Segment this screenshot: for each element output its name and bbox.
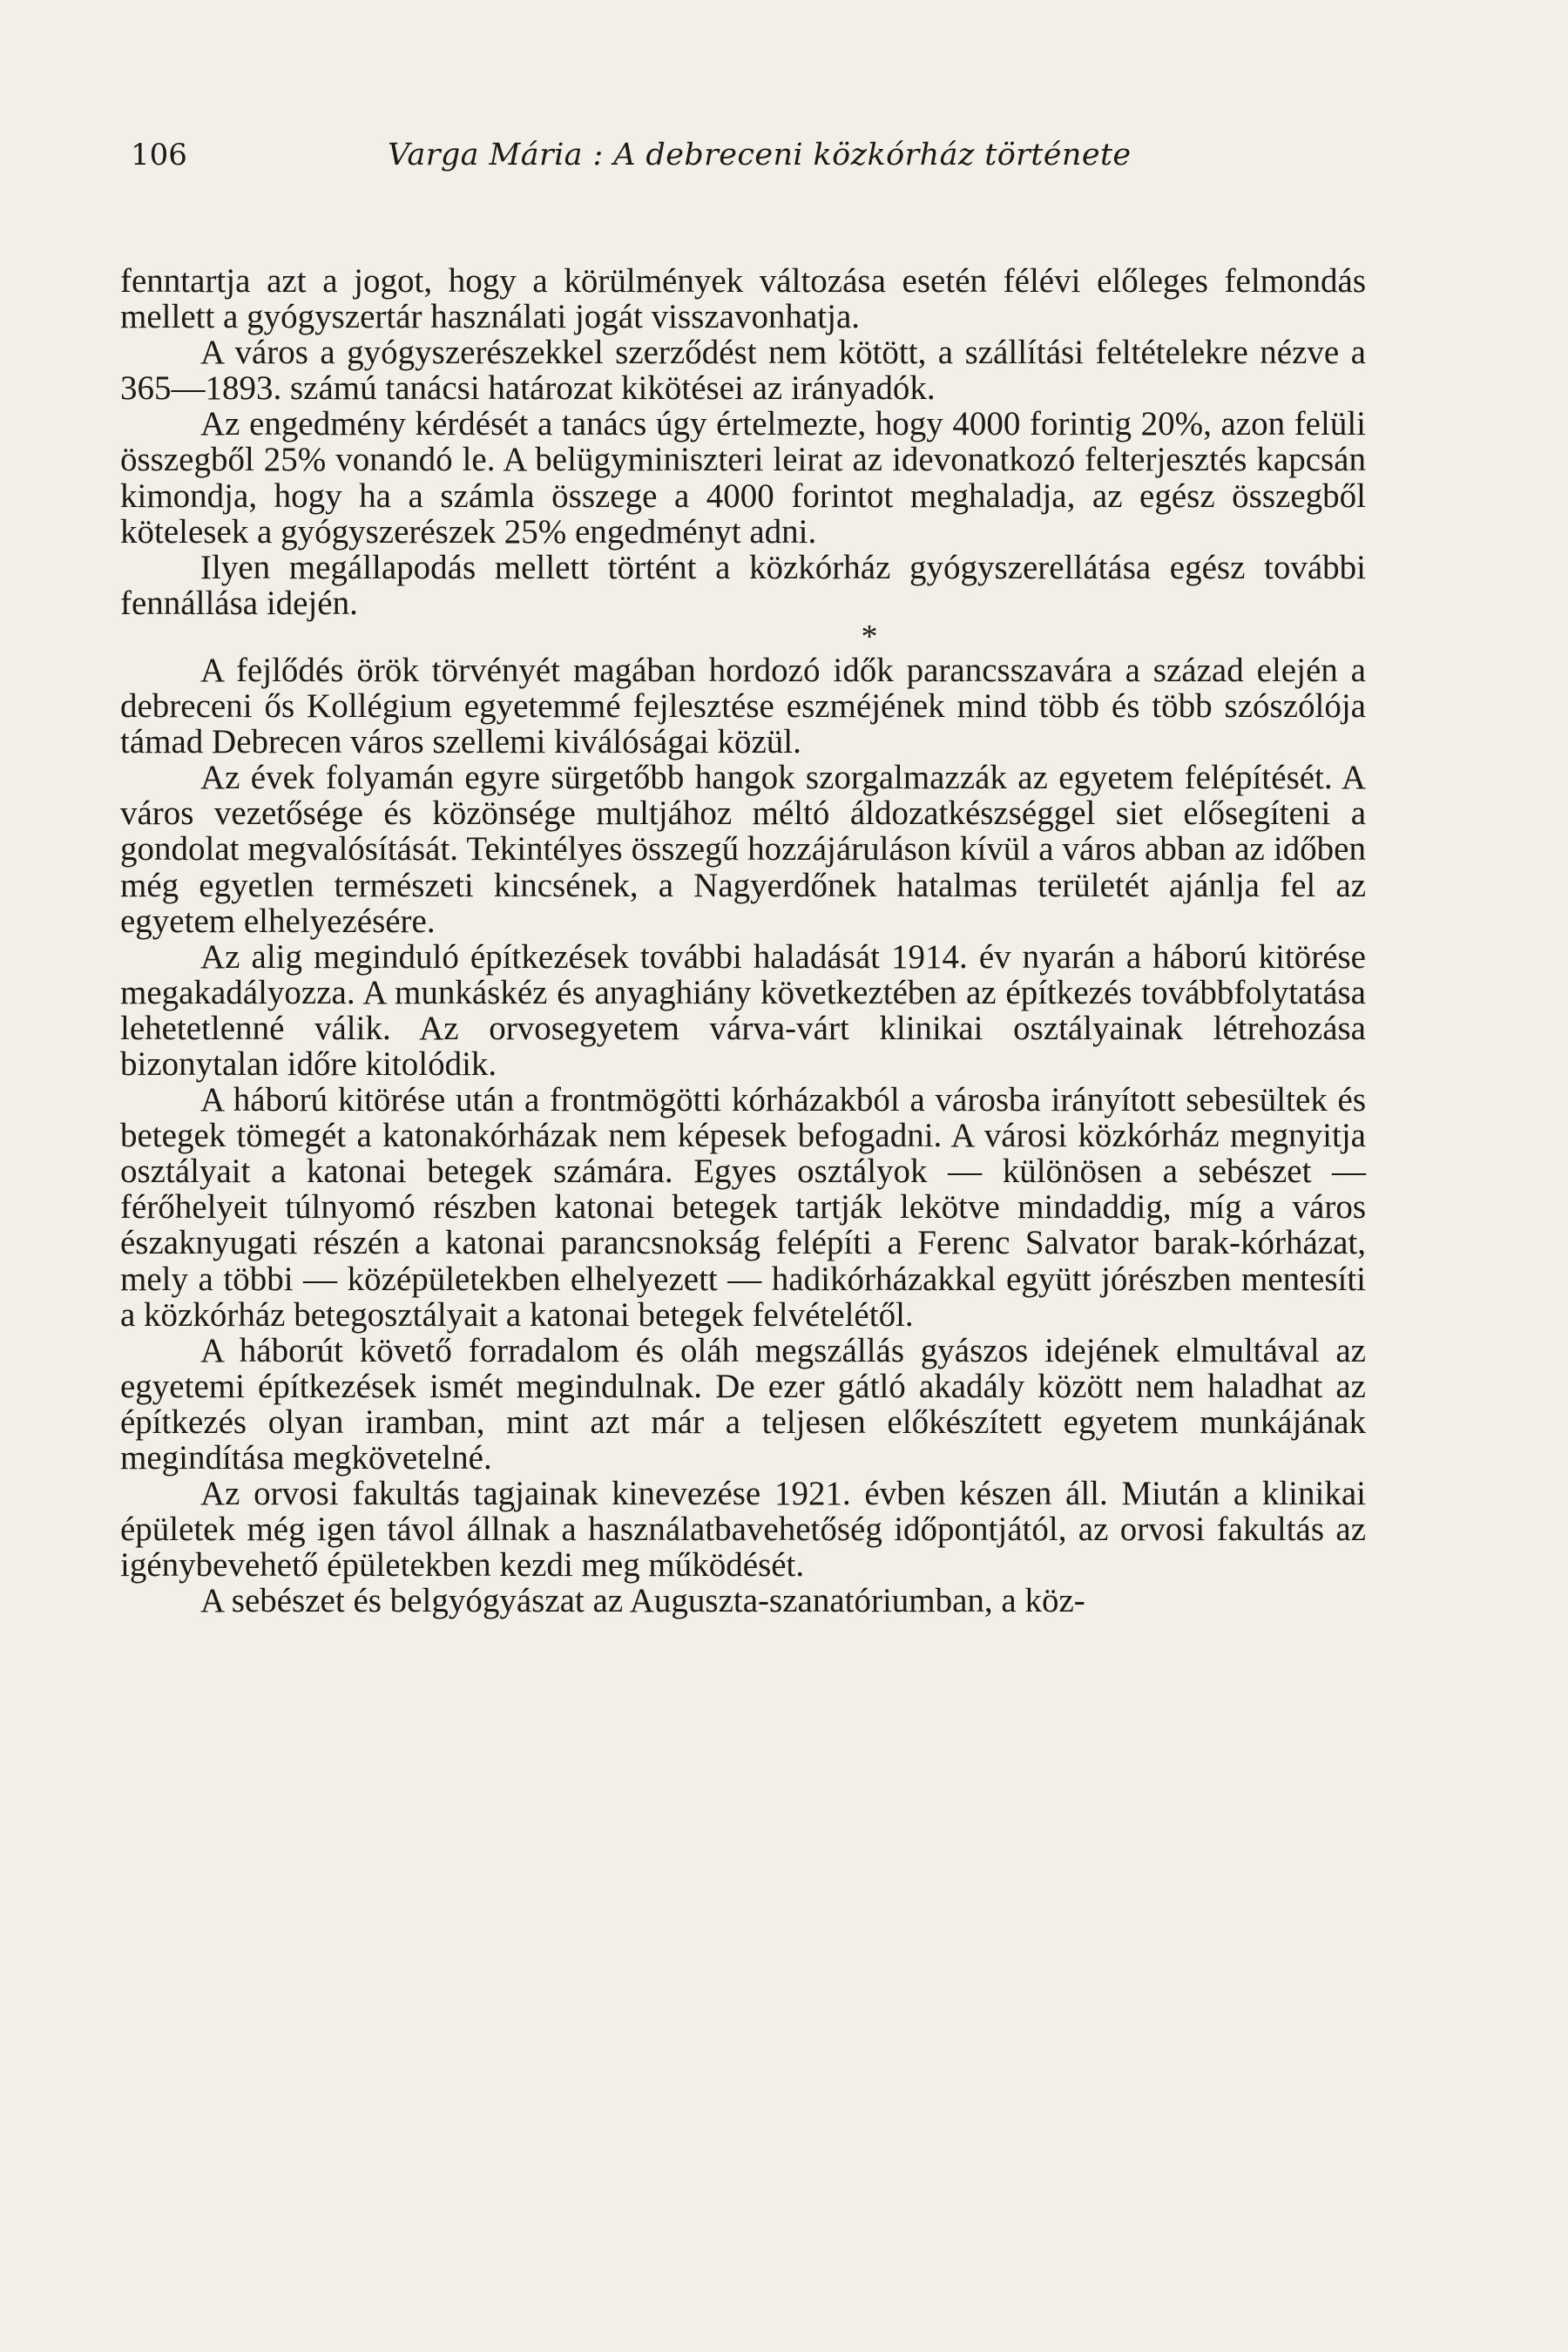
paragraph: Az alig meginduló építkezések további haladását 1914. év nyarán a háború kitörése megakadályozza. A munkáskéz és anyaghiány következtében az építkezés továbbfolytatása lehetetlenné válik. Az orvosegyetem várva-várt klinikai osztályainak létrehozása bizonytalan időre kitolódik.: [120, 937, 1366, 1083]
paragraph: A fejlődés örök törvényét magában hordozó idők parancsszavára a század elején a debreceni ős Kollégium egyetemmé fejlesztése eszméjének mind több és több szószólója támad Debrecen város szellemi kiválóságai közül.: [120, 651, 1366, 761]
paragraph: A háborút követő forradalom és oláh megszállás gyászos idejének elmultával az egyetemi építkezések ismét megindulnak. De ezer gátló akadály között nem haladhat az építkezés olyan iramban, mint azt már a teljesen előkészített egyetem munkájának megindítása megkövetelné.: [120, 1331, 1366, 1477]
paragraph: Az engedmény kérdését a tanács úgy értelmezte, hogy 4000 forintig 20%, azon felüli összegből 25% vonandó le. A belügyminiszteri leirat az idevonatkozó felterjesztés kapcsán kimondja, hogy ha a számla összege a 4000 forintot meghaladja, az egész összegből kötelesek a gyógyszerészek 25% engedményt adni.: [120, 405, 1366, 551]
paragraph: Az orvosi fakultás tagjainak kinevezése 1921. évben készen áll. Miután a klinikai épületek még igen távol állnak a használatbavehetőség időpontjától, az orvosi fakultás az igénybevehető épületekben kezdi meg működését.: [120, 1475, 1366, 1585]
page-number: 106: [131, 138, 187, 172]
paragraph: A háború kitörése után a frontmögötti kórházakból a városba irányított sebesültek és betegek tömegét a katonakórházak nem képesek befogadni. A városi közkórház megnyitja osztályait a katonai betegek számára. Egyes osztályok — különösen a sebészet — férőhelyeit túlnyomó részben katonai betegek tartják lekötve mindaddig, míg a város északnyugati részén a katonai parancsnokság felépíti a Ferenc Salvator barak-kórházat, mely a többi — középületekben elhelyezett — hadikórházakkal együtt jórészben mentesíti a közkórház betegosztályait a katonai betegek felvételétől.: [120, 1081, 1366, 1334]
page-header: [131, 138, 1368, 186]
paragraph: A sebészet és belgyógyászat az Auguszta-szanatóriumban, a köz-: [200, 1582, 1085, 1620]
paragraph: Az évek folyamán egyre sürgetőbb hangok szorgalmazzák az egyetem felépítését. A város vezetősége és közönsége multjához méltó áldozatkészséggel siet elősegíteni a gondolat megvalósítását. Tekintélyes összegű hozzájáruláson kívül a város abban az időben még egyetlen természeti kincsének, a Nagyerdőnek hatalmas területét ajánlja fel az egyetem elhelyezésére.: [120, 759, 1366, 940]
paragraph: A város a gyógyszerészekkel szerződést nem kötött, a szállítási feltételekre nézve a 365—1893. számú tanácsi határozat kikötései az irányadók.: [120, 334, 1366, 408]
paragraph: fenntartja azt a jogot, hogy a körülmények változása esetén félévi előleges felmondás mellett a gyógyszertár használati jogát visszavonhatja.: [120, 262, 1366, 336]
running-title: Varga Mária : A debreceni közkórház története: [388, 138, 1132, 172]
section-separator: *: [861, 618, 878, 655]
paragraph: Ilyen megállapodás mellett történt a közkórház gyógyszerellátása egész további fennállása idején.: [120, 548, 1366, 622]
body-text: [120, 263, 1366, 1619]
